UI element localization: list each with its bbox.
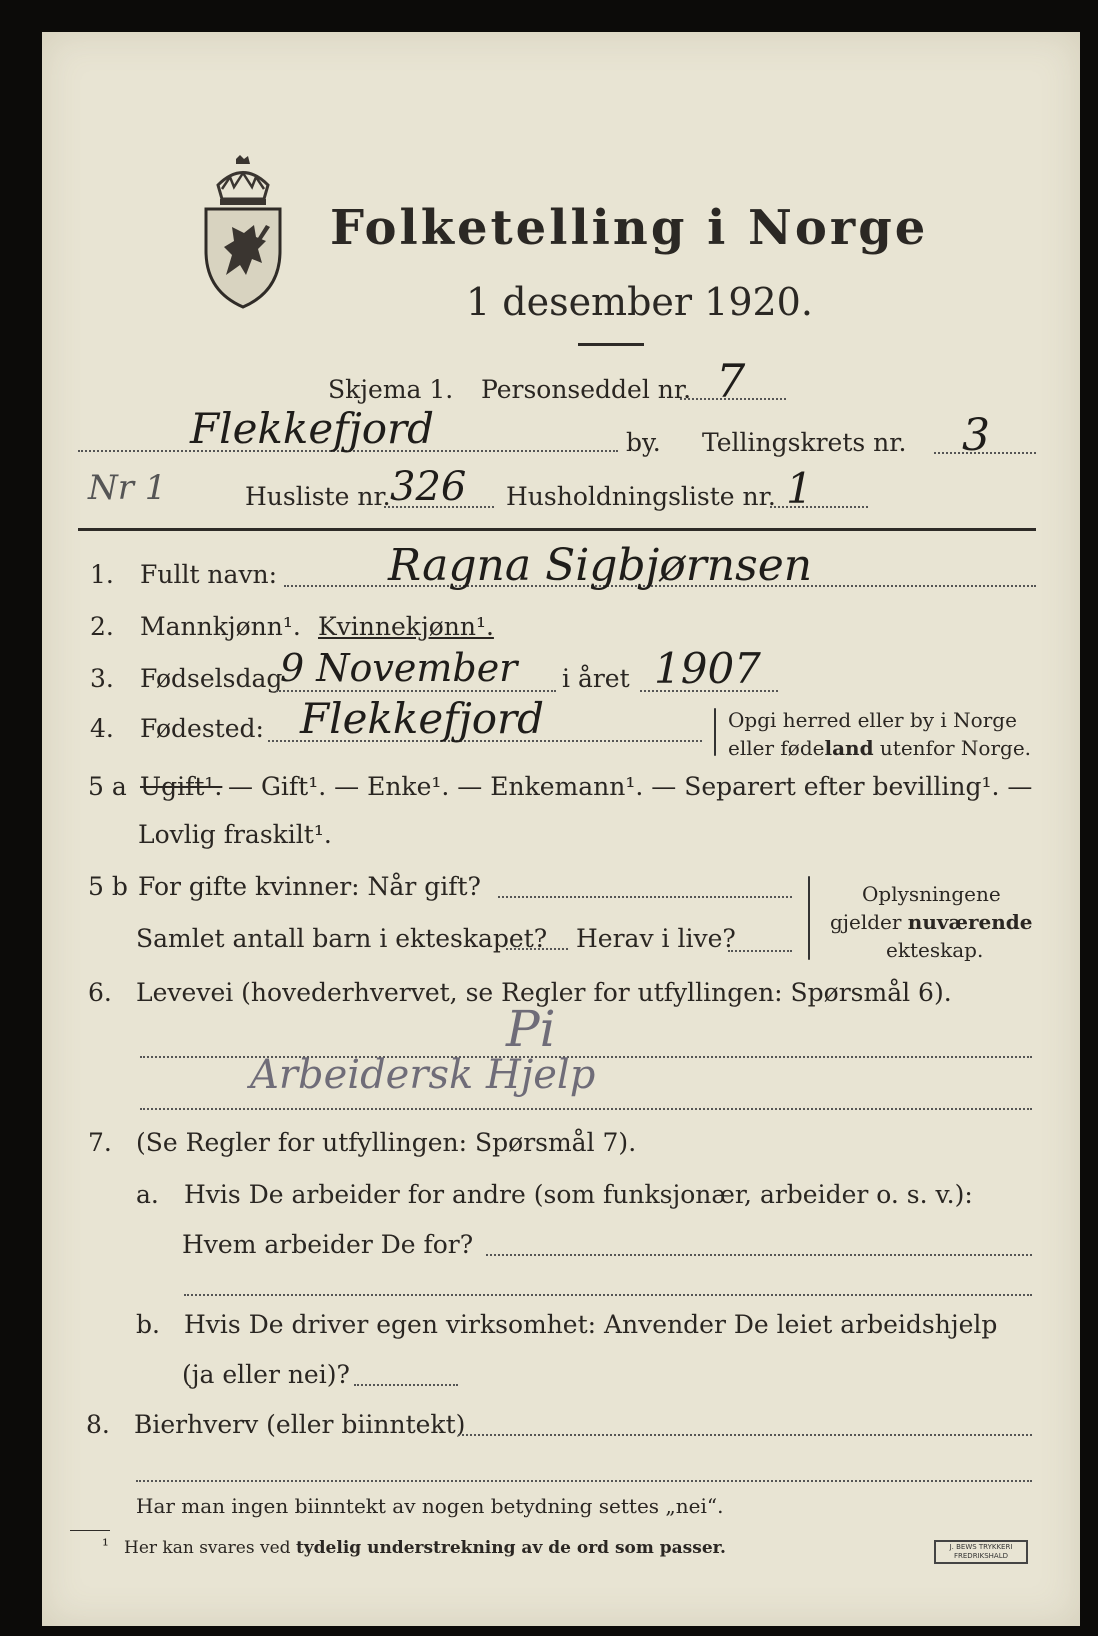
census-date: 1 desember 1920. (466, 280, 813, 324)
printer-stamp-line1: J. BEWS TRYKKERI (949, 1543, 1013, 1551)
q8-note: Har man ingen biinntekt av nogen betydning settes „nei“. (136, 1494, 724, 1518)
q5b-note-line2: gjelder nuværende (830, 910, 1033, 934)
q8-line1[interactable] (458, 1434, 1032, 1436)
q5b-note-line3: ekteskap. (886, 938, 984, 962)
q5a-number: 5 a (88, 772, 127, 801)
footnote-rule (70, 1530, 110, 1531)
q6-label: Levevei (hovederhvervet, se Regler for utfyllingen: Spørsmål 6). (136, 978, 952, 1007)
footnote-mark: ¹ (102, 1536, 109, 1556)
husholdningsliste-line (770, 506, 868, 508)
q5a-ugift-option[interactable]: Ugift¹. (140, 772, 223, 801)
form-title: Folketelling i Norge (330, 200, 929, 256)
norwegian-coat-of-arms-icon (200, 155, 286, 310)
q5b-number: 5 b (88, 872, 128, 901)
q5b-married-label: For gifte kvinner: Når gift? (138, 872, 481, 901)
q8-label: Bierhverv (eller biinntekt) (134, 1410, 466, 1439)
q4-note-line1: Opgi herred eller by i Norge (728, 708, 1017, 732)
printer-stamp (934, 1540, 1028, 1564)
husliste-value[interactable]: 326 (390, 464, 467, 510)
q6-occupation-mark: Pi (506, 1000, 556, 1058)
q1-full-name[interactable]: Ragna Sigbjørnsen (388, 540, 813, 591)
q7b-number: b. (136, 1310, 160, 1339)
footnote-text: Her kan svares ved tydelig understrekning av de ord som passer. (124, 1538, 726, 1558)
q4-note-line2: eller fødeland utenfor Norge. (728, 736, 1032, 760)
q5b-note-line1: Oplysningene (862, 882, 1001, 906)
husholdningsliste-value[interactable]: 1 (786, 464, 813, 513)
q7a-line2: Hvem arbeider De for? (182, 1230, 474, 1259)
q5b-alive-line[interactable] (728, 950, 792, 952)
q5b-children-line[interactable] (506, 948, 568, 950)
q8-number: 8. (86, 1410, 110, 1439)
q4-number: 4. (90, 714, 114, 743)
q3-label: Fødselsdag (140, 664, 283, 693)
q3-birth-year[interactable]: 1907 (654, 644, 761, 693)
q3-day-line (276, 690, 556, 692)
margin-note: Nr 1 (88, 468, 167, 508)
q7b-line1: Hvis De driver egen virksomhet: Anvender De leiet arbeidshjelp (184, 1310, 998, 1339)
by-label: by. (626, 428, 661, 457)
q6-line2 (140, 1108, 1032, 1110)
printer-stamp-line2: FREDRIKSHALD (953, 1552, 1008, 1560)
q7b-answer-line[interactable] (354, 1384, 458, 1386)
place-value[interactable]: Flekkefjord (190, 404, 435, 453)
q2-male-option[interactable]: Mannkjønn¹. (140, 612, 301, 641)
q4-note-brace (714, 708, 716, 756)
husliste-label: Husliste nr. (245, 482, 391, 511)
tellingskrets-value[interactable]: 3 (962, 410, 990, 461)
q7a-line1: Hvis De arbeider for andre (som funksjonær, arbeider o. s. v.): (184, 1180, 973, 1209)
q7a-extra-line[interactable] (184, 1294, 1032, 1296)
q6-number: 6. (88, 978, 112, 1007)
q3-number: 3. (90, 664, 114, 693)
q4-label: Fødested: (140, 714, 264, 743)
q1-label: Fullt navn: (140, 560, 278, 589)
personseddel-label: Personseddel nr. (481, 375, 692, 404)
q6-occupation[interactable]: Arbeidersk Hjelp (250, 1052, 596, 1098)
q8-line2[interactable] (136, 1480, 1032, 1482)
q5b-children-label: Samlet antall barn i ekteskapet? (136, 924, 548, 953)
q7-label: (Se Regler for utfyllingen: Spørsmål 7). (136, 1128, 637, 1157)
q1-number: 1. (90, 560, 114, 589)
q7b-line2: (ja eller nei)? (182, 1360, 350, 1389)
q4-birthplace[interactable]: Flekkefjord (300, 694, 545, 743)
q5b-married-line[interactable] (498, 896, 792, 898)
q7a-number: a. (136, 1180, 159, 1209)
skjema-label: Skjema 1. (328, 375, 454, 404)
q5b-alive-label: Herav i live? (576, 924, 736, 953)
header-rule (78, 528, 1036, 531)
q3-year-label: i året (562, 664, 630, 693)
q7a-employer-line[interactable] (486, 1254, 1032, 1256)
q5a-fraskilt-option[interactable]: Lovlig fraskilt¹. (138, 820, 332, 849)
husholdningsliste-label: Husholdningsliste nr. (506, 482, 776, 511)
tellingskrets-label: Tellingskrets nr. (702, 428, 907, 457)
q3-birth-day[interactable]: 9 November (280, 646, 518, 690)
personseddel-value[interactable]: 7 (716, 354, 746, 408)
q5a-other-options[interactable]: — Gift¹. — Enke¹. — Enkemann¹. — Separert efter bevilling¹. — (228, 772, 1033, 801)
q2-number: 2. (90, 612, 114, 641)
q2-female-option[interactable]: Kvinnekjønn¹. (318, 612, 494, 641)
title-divider (578, 343, 644, 346)
q5b-note-brace (808, 876, 810, 960)
q7-number: 7. (88, 1128, 112, 1157)
